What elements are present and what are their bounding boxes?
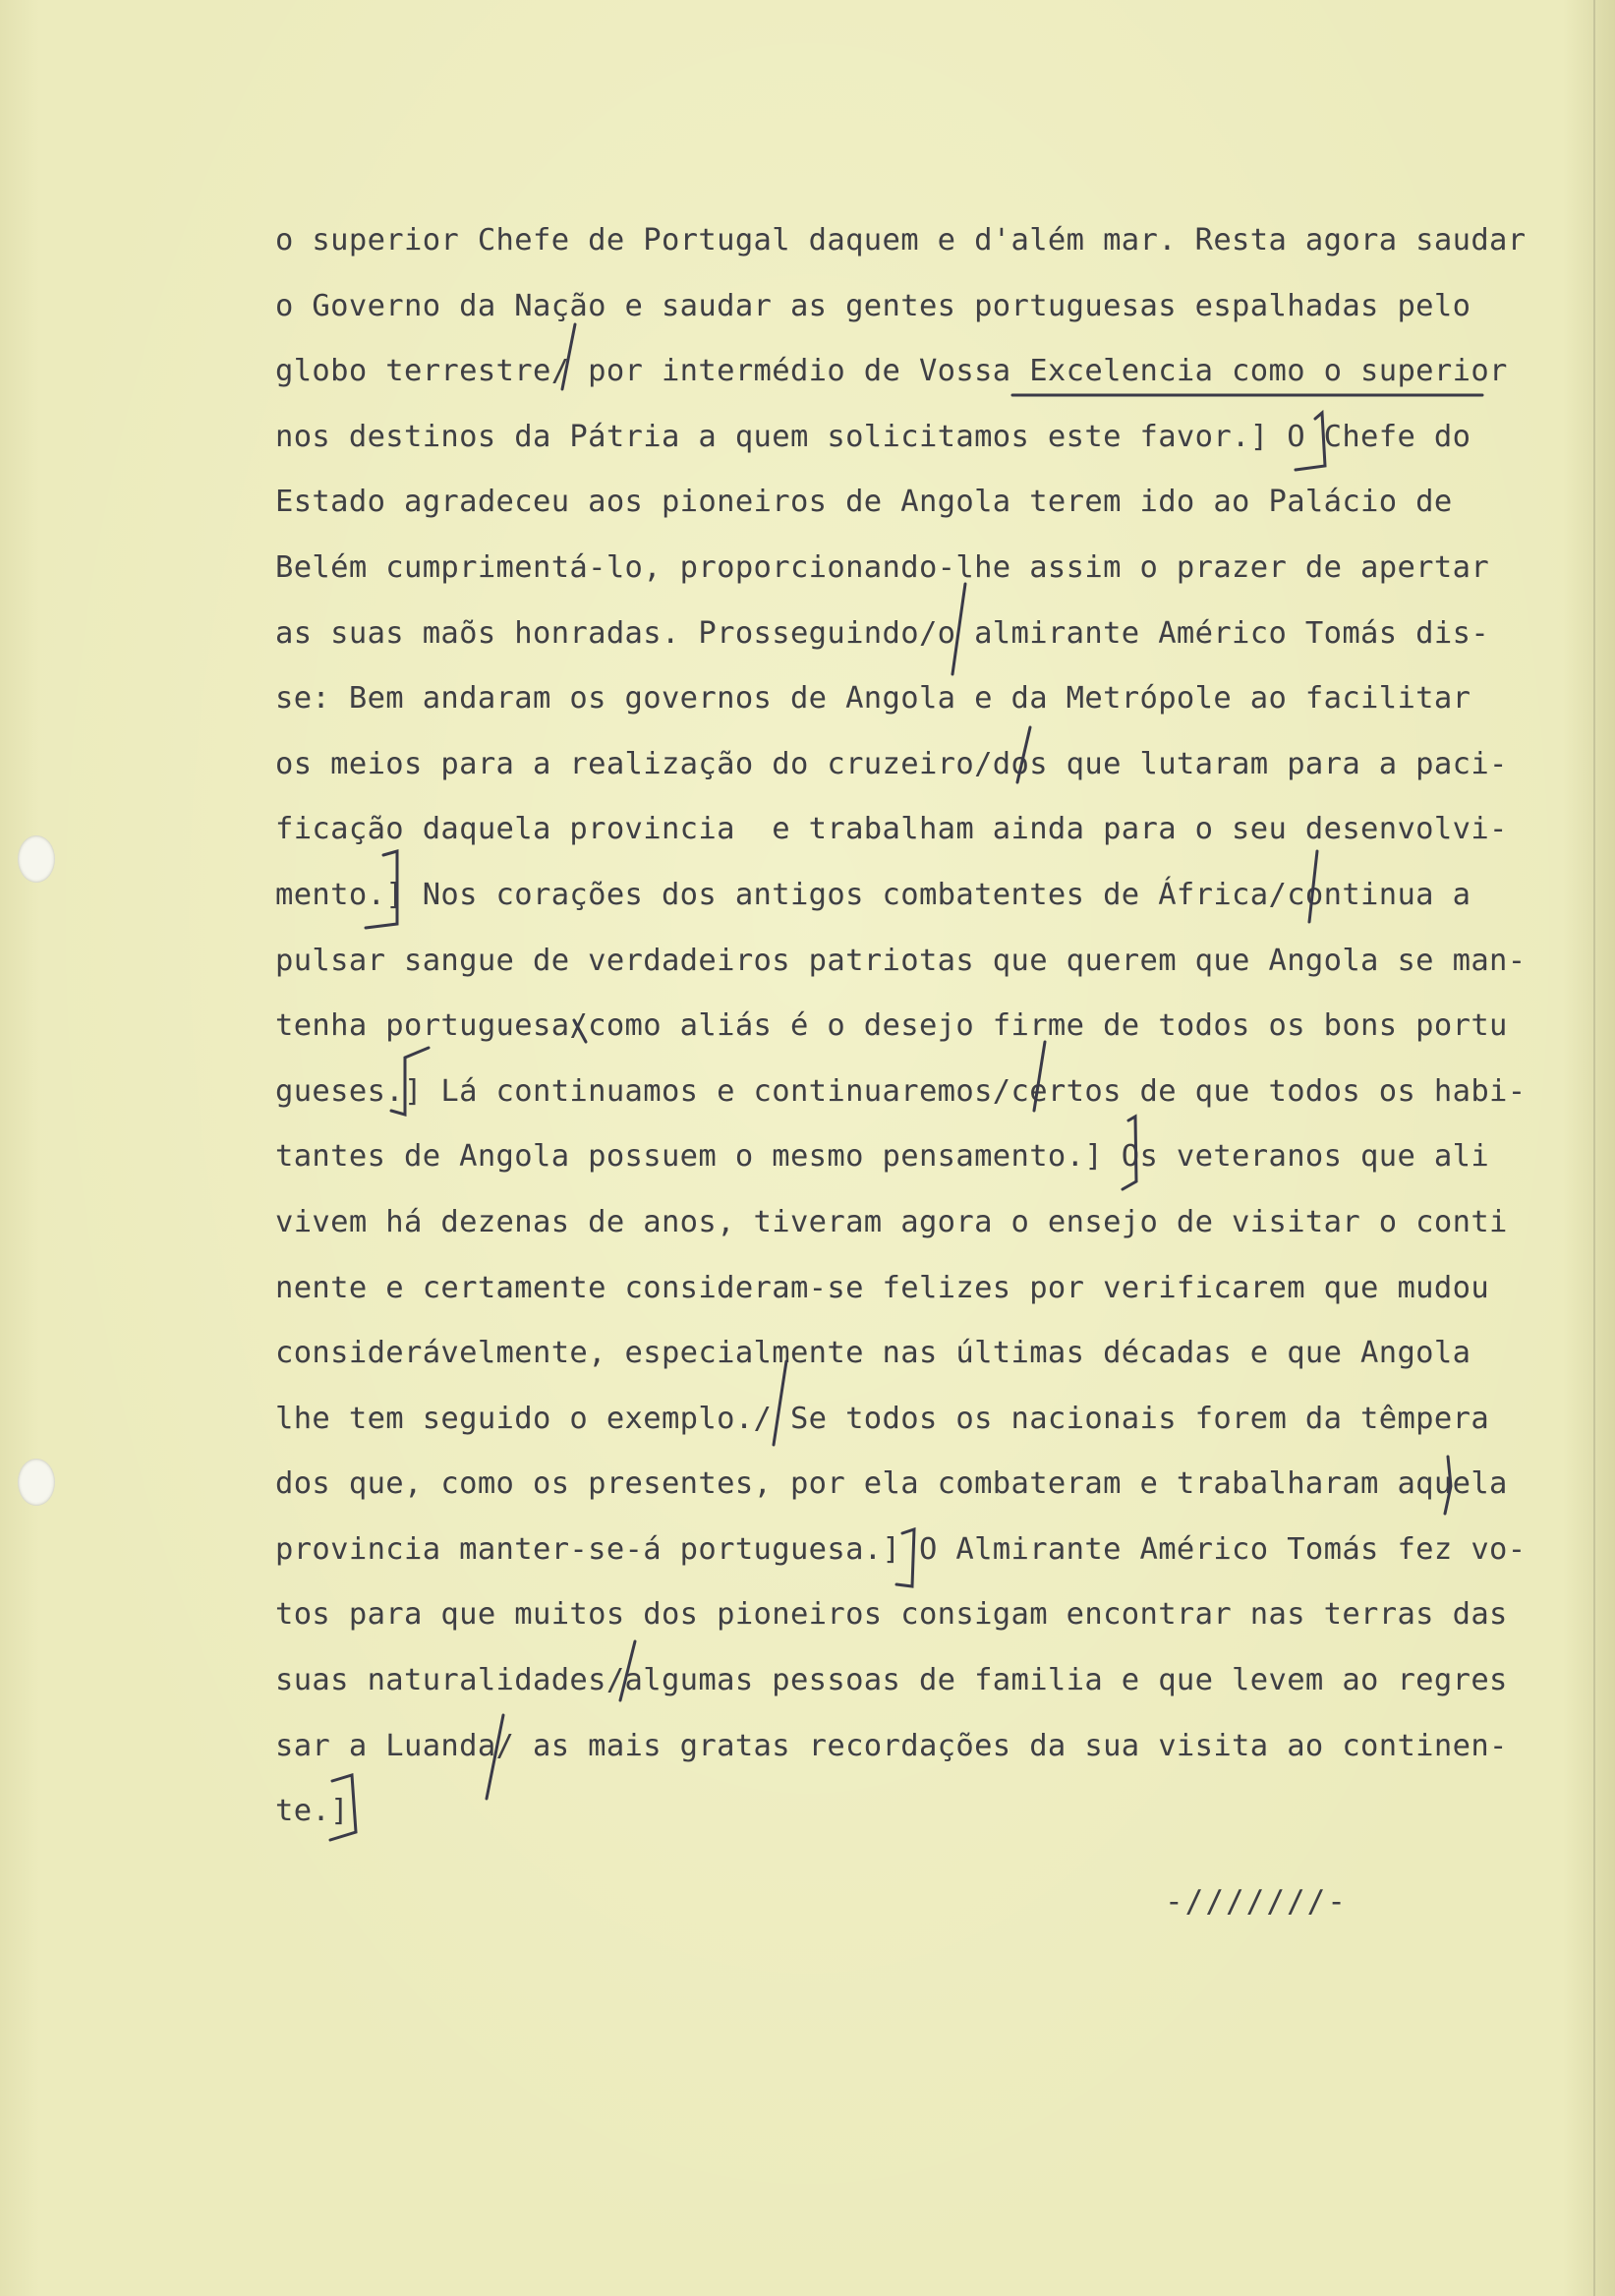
- closing-mark: -///////-: [1165, 1884, 1348, 1920]
- text-line: globo terrestre/ por intermédio de Vossa Excelencia como o superior: [275, 354, 1508, 389]
- punch-hole-upper: [18, 835, 55, 883]
- text-line: Estado agradeceu aos pioneiros de Angola terem ido ao Palácio de: [275, 485, 1453, 520]
- punch-hole-lower: [18, 1459, 55, 1506]
- text-line: sar a Luanda/ as mais gratas recordações da sua visita ao continen-: [275, 1728, 1508, 1763]
- text-line: dos que, como os presentes, por ela combateram e trabalharam aquela: [275, 1466, 1508, 1502]
- text-line: provincia manter-se-á portuguesa.] O Almirante Américo Tomás fez vo-: [275, 1531, 1527, 1567]
- text-line: vivem há dezenas de anos, tiveram agora o ensejo de visitar o conti: [275, 1204, 1508, 1239]
- text-line: lhe tem seguido o exemplo./ Se todos os nacionais forem da têmpera: [275, 1401, 1490, 1436]
- text-line: pulsar sangue de verdadeiros patriotas que querem que Angola se man-: [275, 943, 1527, 978]
- text-line: Belém cumprimentá-lo, proporcionando-lhe assim o prazer de apertar: [275, 549, 1490, 585]
- text-line: ficação daquela provincia e trabalham ainda para o seu desenvolvi-: [275, 812, 1508, 847]
- typed-text-body: [275, 208, 1597, 1845]
- text-line: os meios para a realização do cruzeiro/dos que lutaram para a paci-: [275, 746, 1508, 781]
- text-line: as suas maõs honradas. Prosseguindo/o almirante Américo Tomás dis-: [275, 615, 1490, 651]
- text-line: nente e certamente consideram-se felizes por verificarem que mudou: [275, 1270, 1490, 1305]
- text-line: se: Bem andaram os governos de Angola e da Metrópole ao facilitar: [275, 681, 1471, 717]
- text-line: considerávelmente, especialmente nas últimas décadas e que Angola: [275, 1336, 1471, 1371]
- text-line: tos para que muitos dos pioneiros consigam encontrar nas terras das: [275, 1597, 1508, 1633]
- text-line: o Governo da Nação e saudar as gentes portuguesas espalhadas pelo: [275, 288, 1471, 323]
- text-line: o superior Chefe de Portugal daquem e d'além mar. Resta agora saudar: [275, 223, 1527, 258]
- text-line: tenha portuguesa/como aliás é o desejo firme de todos os bons portu: [275, 1008, 1508, 1044]
- text-line: mento.] Nos corações dos antigos combatentes de África/continua a: [275, 877, 1471, 912]
- text-line: suas naturalidades/algumas pessoas de familia e que levem ao regres: [275, 1663, 1508, 1698]
- text-line: te.]: [275, 1794, 349, 1829]
- text-line: nos destinos da Pátria a quem solicitamos este favor.] O Chefe do: [275, 419, 1471, 454]
- text-line: gueses.] Lá continuamos e continuaremos/certos de que todos os habi-: [275, 1073, 1527, 1109]
- text-line: tantes de Angola possuem o mesmo pensamento.] Os veteranos que ali: [275, 1139, 1490, 1175]
